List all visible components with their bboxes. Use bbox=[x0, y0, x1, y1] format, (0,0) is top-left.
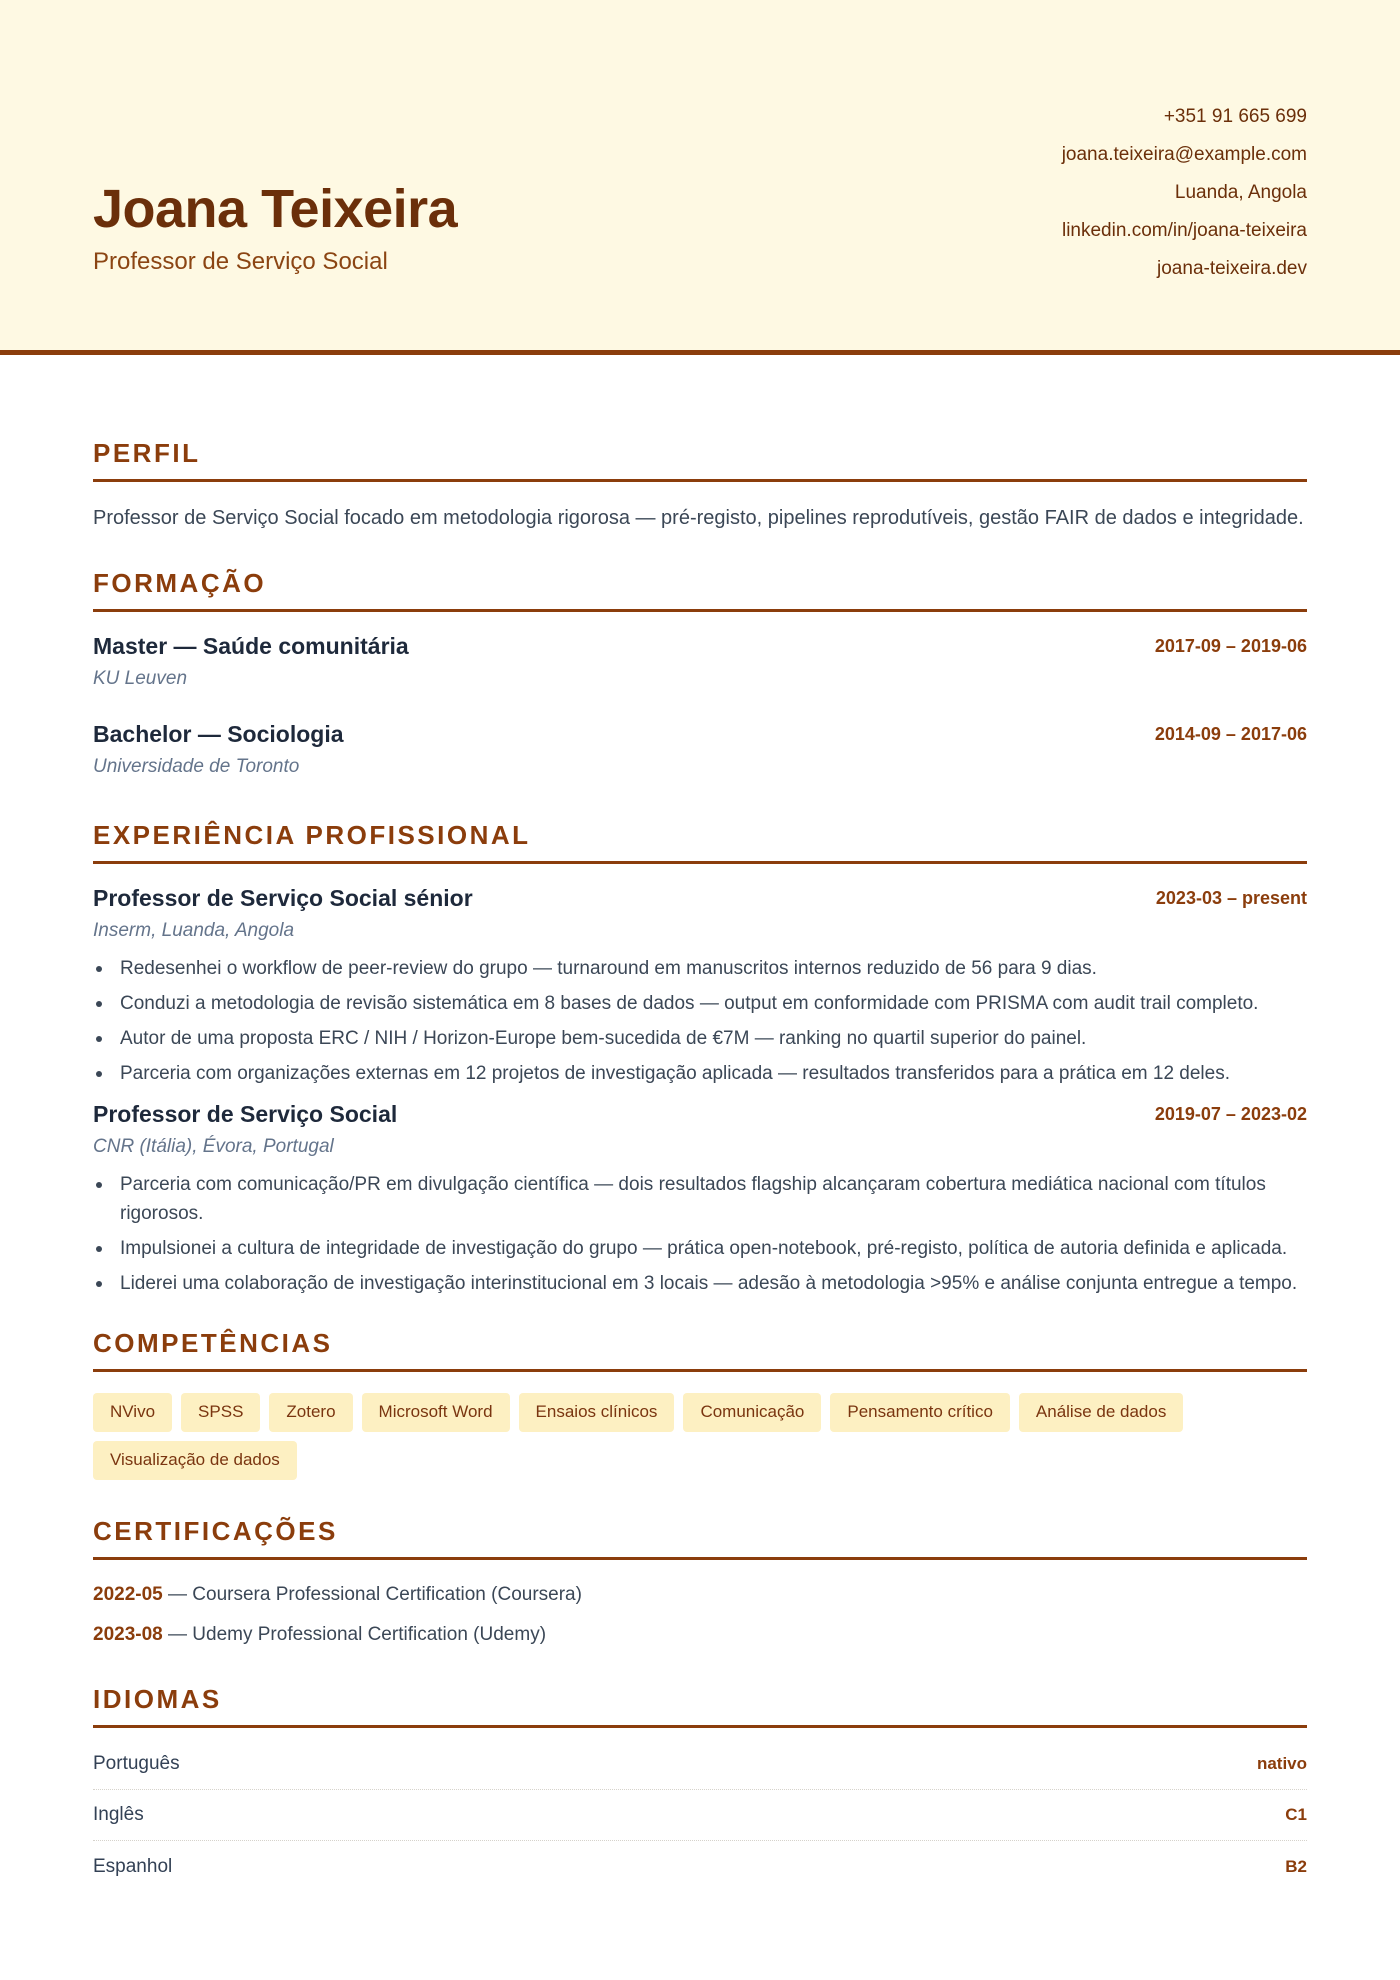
candidate-role: Professor de Serviço Social bbox=[93, 248, 388, 275]
certification-text: — Coursera Professional Certification (Coursera) bbox=[162, 1584, 582, 1605]
skills-chips bbox=[93, 1393, 1307, 1480]
language-level: B2 bbox=[1285, 1856, 1307, 1876]
section-title-skills: COMPETÊNCIAS bbox=[93, 1328, 1307, 1372]
skill-chip: Ensaios clínicos bbox=[519, 1393, 675, 1432]
skill-chip: Pensamento crítico bbox=[830, 1393, 1010, 1432]
skill-chip: Análise de dados bbox=[1019, 1393, 1183, 1432]
contact-linkedin[interactable]: linkedin.com/in/joana-teixeira bbox=[1061, 220, 1307, 241]
languages-list bbox=[93, 1739, 1307, 1892]
education-degree: Bachelor — Sociologia bbox=[93, 721, 344, 747]
experience-role: Professor de Serviço Social sénior bbox=[93, 885, 473, 911]
skill-chip: Zotero bbox=[269, 1393, 352, 1432]
language-level: nativo bbox=[1256, 1754, 1307, 1773]
certification-item bbox=[93, 1621, 1307, 1649]
skill-chip: Comunicação bbox=[683, 1393, 821, 1432]
experience-entry bbox=[93, 1101, 1307, 1298]
experience-bullet: Autor de uma proposta ERC / NIH / Horizon-Europe bem-sucedida de €7M — ranking no quartil superior do painel. bbox=[93, 1024, 1307, 1053]
experience-role: Professor de Serviço Social bbox=[93, 1101, 398, 1127]
experience-dates: 2023-03 – present bbox=[1155, 888, 1307, 908]
contact-location: Luanda, Angola bbox=[1174, 182, 1307, 203]
language-row bbox=[93, 1841, 1307, 1892]
skill-chip: SPSS bbox=[181, 1393, 260, 1432]
experience-dates: 2019-07 – 2023-02 bbox=[1154, 1104, 1307, 1124]
certification-date: 2023-08 bbox=[93, 1624, 163, 1645]
candidate-name: Joana Teixeira bbox=[93, 179, 458, 239]
experience-bullet: Liderei uma colaboração de investigação interinstitucional em 3 locais — adesão à metodologia >95% e análise conjunta entregue a tempo. bbox=[93, 1269, 1307, 1298]
skill-chip: NVivo bbox=[93, 1393, 172, 1432]
experience-entry bbox=[93, 885, 1307, 1088]
section-title-education: FORMAÇÃO bbox=[93, 568, 1307, 612]
experience-bullet: Conduzi a metodologia de revisão sistemática em 8 bases de dados — output em conformidade com PRISMA com audit trail completo. bbox=[93, 989, 1307, 1018]
certifications-section bbox=[93, 1516, 1307, 1649]
education-school: Universidade de Toronto bbox=[93, 756, 300, 777]
resume-header bbox=[0, 0, 1400, 355]
education-degree: Master — Saúde comunitária bbox=[93, 633, 409, 659]
section-title-certifications: CERTIFICAÇÕES bbox=[93, 1516, 1307, 1560]
certification-date: 2022-05 bbox=[93, 1584, 163, 1605]
contact-block bbox=[1062, 98, 1307, 288]
experience-section bbox=[93, 820, 1307, 1298]
certification-text: — Udemy Professional Certification (Udemy) bbox=[162, 1624, 547, 1645]
language-name: Espanhol bbox=[93, 1855, 173, 1877]
language-row bbox=[93, 1790, 1307, 1841]
experience-bullet: Parceria com organizações externas em 12 projetos de investigação aplicada — resultados transferidos para a prática em 12 deles. bbox=[93, 1059, 1307, 1088]
experience-bullets bbox=[93, 1170, 1307, 1298]
education-dates: 2017-09 – 2019-06 bbox=[1154, 636, 1307, 656]
education-entry bbox=[93, 721, 1307, 778]
education-dates: 2014-09 – 2017-06 bbox=[1154, 724, 1307, 744]
language-name: Português bbox=[93, 1753, 180, 1774]
language-level: C1 bbox=[1285, 1805, 1307, 1824]
profile-text: Professor de Serviço Social focado em metodologia rigorosa — pré-registo, pipelines reprodutíveis, gestão FAIR de dados e integridade. bbox=[93, 507, 1304, 529]
experience-org: CNR (Itália), Évora, Portugal bbox=[93, 1136, 334, 1157]
experience-bullet: Parceria com comunicação/PR em divulgação científica — dois resultados flagship alcançaram cobertura mediática nacional com títulos rigorosos. bbox=[93, 1170, 1307, 1228]
education-section bbox=[93, 568, 1307, 778]
contact-phone: +351 91 665 699 bbox=[1163, 106, 1307, 127]
education-entry bbox=[93, 633, 1307, 690]
contact-email[interactable]: joana.teixeira@example.com bbox=[1061, 144, 1307, 165]
experience-org: Inserm, Luanda, Angola bbox=[93, 920, 295, 941]
experience-bullet: Redesenhei o workflow de peer-review do grupo — turnaround em manuscritos internos reduzido de 56 para 9 dias. bbox=[93, 954, 1307, 983]
contact-website[interactable]: joana-teixeira.dev bbox=[1157, 258, 1307, 279]
certifications-list bbox=[93, 1581, 1307, 1649]
experience-bullets bbox=[93, 954, 1307, 1088]
profile-section bbox=[93, 355, 1307, 532]
section-title-profile: PERFIL bbox=[93, 438, 1307, 482]
resume-body bbox=[93, 355, 1307, 1892]
languages-section bbox=[93, 1684, 1307, 1892]
skill-chip: Microsoft Word bbox=[362, 1393, 510, 1432]
certification-item bbox=[93, 1581, 1307, 1609]
skill-chip: Visualização de dados bbox=[93, 1441, 297, 1480]
skills-section bbox=[93, 1328, 1307, 1480]
section-title-languages: IDIOMAS bbox=[93, 1684, 1307, 1728]
language-row bbox=[93, 1739, 1307, 1790]
education-school: KU Leuven bbox=[93, 668, 188, 689]
section-title-experience: EXPERIÊNCIA PROFISSIONAL bbox=[93, 820, 1307, 864]
language-name: Inglês bbox=[93, 1804, 144, 1825]
experience-bullet: Impulsionei a cultura de integridade de investigação do grupo — prática open-notebook, pré-registo, política de autoria definida e aplicada. bbox=[93, 1234, 1307, 1263]
